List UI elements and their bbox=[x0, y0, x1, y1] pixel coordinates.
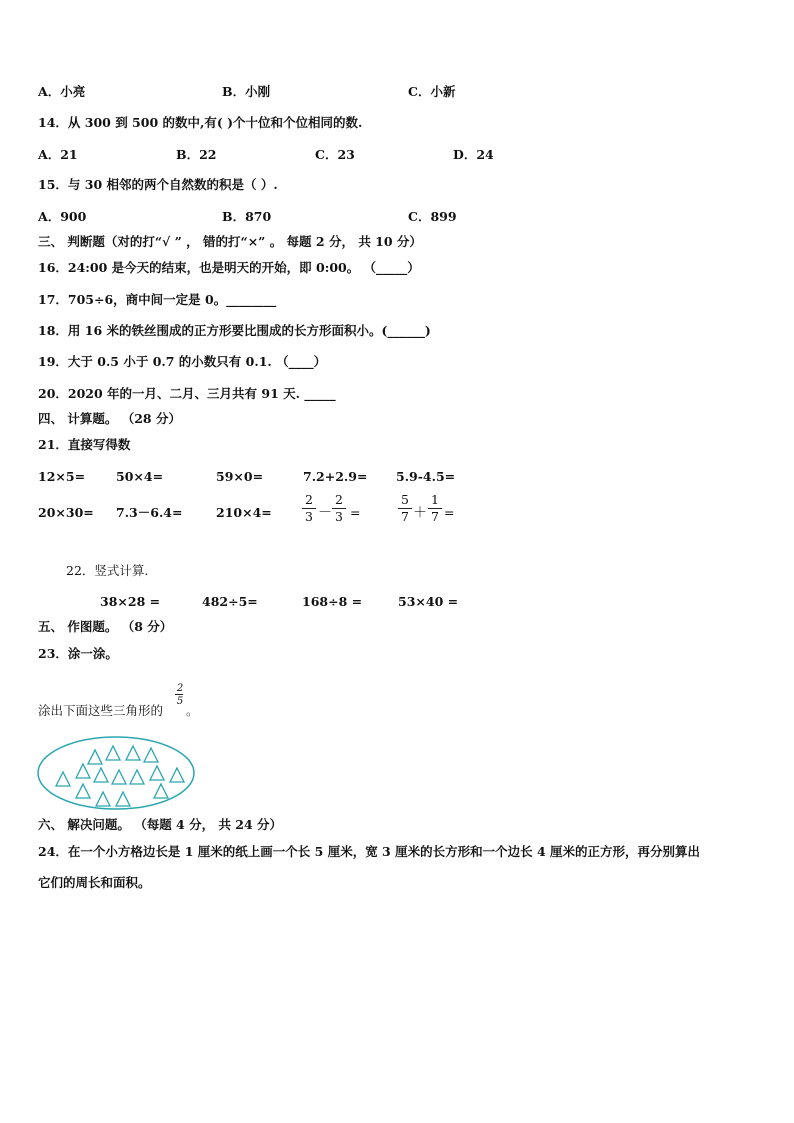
numerator: 2 bbox=[335, 492, 343, 507]
section-3-heading: 三、 判断题（对的打“√ ” ， 错的打“×” 。 每题 2 分， 共 10 分） bbox=[38, 234, 422, 249]
q21-row2-item: 210×4= bbox=[216, 505, 272, 520]
denominator: 7 bbox=[401, 509, 409, 524]
q21-row1-item: 7.2+2.9= bbox=[303, 469, 368, 484]
q21-title: 21．直接写得数 bbox=[38, 437, 131, 452]
section-6-heading: 六、 解决问题。 （每题 4 分， 共 24 分） bbox=[38, 817, 283, 832]
q22-item: 53×40 = bbox=[398, 594, 459, 609]
q21-row2-item: 7.3－6.4= bbox=[116, 505, 183, 520]
denominator: 3 bbox=[305, 509, 313, 524]
q13-option-c: C．小新 bbox=[408, 84, 456, 99]
q23-text bbox=[38, 703, 163, 719]
q17-text: 17．705÷6，商中间一定是 0。________ bbox=[38, 292, 277, 307]
fraction bbox=[428, 493, 442, 524]
denominator: 5 bbox=[176, 696, 184, 707]
ellipse-outline bbox=[38, 737, 194, 809]
plus-sign: ＋ bbox=[413, 505, 427, 521]
triangle-shape bbox=[130, 770, 144, 784]
triangles-ellipse bbox=[36, 734, 198, 812]
triangle-shape bbox=[76, 764, 90, 778]
triangle-shape bbox=[96, 792, 110, 806]
q21-row2-item: 20×30= bbox=[38, 505, 94, 520]
triangle-shape bbox=[170, 768, 184, 782]
fraction bbox=[302, 493, 316, 524]
triangle-shape bbox=[106, 746, 120, 760]
q15-option-a: A．900 bbox=[38, 209, 87, 224]
minus-sign: － bbox=[318, 505, 332, 521]
q21-row1-item: 5.9-4.5= bbox=[396, 469, 456, 484]
numerator: 2 bbox=[176, 683, 184, 694]
q23-fraction bbox=[175, 683, 185, 707]
q23-title: 23．涂一涂。 bbox=[38, 646, 118, 661]
q15-option-c: C．899 bbox=[408, 209, 457, 224]
triangle-shape bbox=[76, 784, 90, 798]
q16-text: 16．24:00 是今天的结束，也是明天的开始，即 0:00。 （_____） bbox=[38, 260, 420, 275]
q22-title: 22．竖式计算. bbox=[66, 563, 149, 578]
q23-text-main: 涂出下面这些三角形的 bbox=[38, 703, 164, 718]
numerator: 2 bbox=[305, 492, 313, 507]
q21-row1-item: 50×4= bbox=[116, 469, 164, 484]
q24-line1: 24．在一个小方格边长是 1 厘米的纸上画一个长 5 厘米，宽 3 厘米的长方形和一个边长 4 厘米的正方形，再分别算出 bbox=[38, 844, 701, 859]
denominator: 3 bbox=[335, 509, 343, 524]
q14-option-c: C．23 bbox=[315, 147, 355, 162]
q22-item: 38×28 = bbox=[100, 594, 161, 609]
q22-item: 482÷5= bbox=[202, 594, 258, 609]
triangle-shape bbox=[154, 784, 168, 798]
triangle-shape bbox=[116, 792, 130, 806]
q15-option-b: B．870 bbox=[222, 209, 272, 224]
triangle-shape bbox=[112, 770, 126, 784]
triangle-shape bbox=[94, 768, 108, 782]
q21-row1-item: 12×5= bbox=[38, 469, 86, 484]
triangle-shape bbox=[144, 748, 158, 762]
denominator: 7 bbox=[431, 509, 439, 524]
q15-text: 15．与 30 相邻的两个自然数的积是（ ）. bbox=[38, 177, 278, 192]
triangle-shape bbox=[126, 746, 140, 760]
section-4-heading: 四、 计算题。 （28 分） bbox=[38, 411, 181, 426]
triangle-shape bbox=[56, 772, 70, 786]
triangles-group bbox=[56, 746, 184, 806]
q18-text: 18．用 16 米的铁丝围成的正方形要比围成的长方形面积小。(______) bbox=[38, 323, 431, 338]
q22-item: 168÷8 = bbox=[302, 594, 363, 609]
numerator: 1 bbox=[431, 492, 439, 507]
equals-sign: = bbox=[444, 505, 455, 520]
numerator: 5 bbox=[401, 492, 409, 507]
q23-tail: 。 bbox=[186, 703, 199, 718]
q13-option-a: A．小亮 bbox=[38, 84, 86, 99]
q19-text: 19．大于 0.5 小于 0.7 的小数只有 0.1. （____） bbox=[38, 354, 327, 369]
section-5-heading: 五、 作图题。 （8 分） bbox=[38, 619, 173, 634]
q24-line2: 它们的周长和面积。 bbox=[38, 875, 151, 890]
fraction bbox=[398, 493, 412, 524]
q13-option-b: B．小刚 bbox=[222, 84, 271, 99]
fraction bbox=[332, 493, 346, 524]
q21-row1-item: 59×0= bbox=[216, 469, 264, 484]
triangle-shape bbox=[88, 750, 102, 764]
q20-text: 20．2020 年的一月、二月、三月共有 91 天. _____ bbox=[38, 386, 336, 401]
q14-option-d: D．24 bbox=[453, 147, 494, 162]
equals-sign: = bbox=[350, 505, 361, 520]
triangle-shape bbox=[150, 766, 164, 780]
q14-option-b: B．22 bbox=[176, 147, 217, 162]
q14-text: 14．从 300 到 500 的数中,有( )个十位和个位相同的数. bbox=[38, 115, 363, 130]
q14-option-a: A．21 bbox=[38, 147, 78, 162]
